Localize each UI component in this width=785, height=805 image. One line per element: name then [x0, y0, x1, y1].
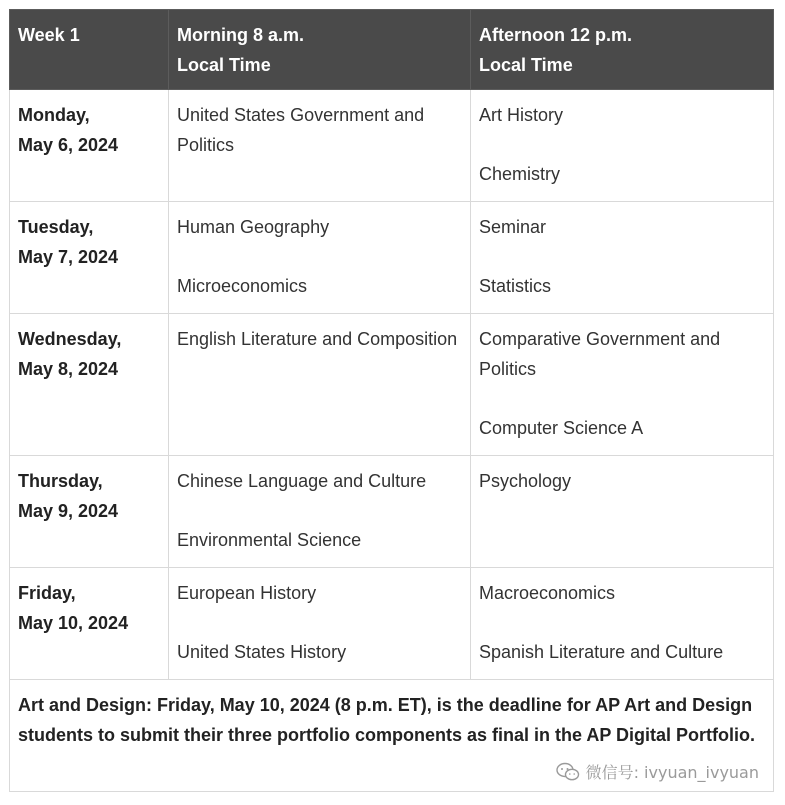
table-row	[10, 456, 774, 568]
art-design-note: Art and Design: Friday, May 10, 2024 (8 p.m. ET), is the deadline for AP Art and Design students to submit their three portfolio components as final in the AP Digital Portfolio.	[10, 680, 774, 792]
day-cell: Wednesday, May 8, 2024	[10, 314, 169, 456]
exam-name: United States History	[177, 642, 347, 662]
exam-name: Comparative Government and Politics	[479, 329, 721, 379]
afternoon-exams-cell	[471, 568, 774, 680]
exam-name: Psychology	[479, 471, 572, 491]
exam-name: United States Government and Politics	[177, 105, 425, 155]
exam-name: Macroeconomics	[479, 583, 616, 603]
day-cell: Friday, May 10, 2024	[10, 568, 169, 680]
exam-name: Computer Science A	[479, 418, 644, 438]
table-header	[10, 10, 774, 90]
morning-exams-cell	[169, 90, 471, 202]
exam-name: European History	[177, 583, 317, 603]
morning-exams-cell	[169, 314, 471, 456]
header-week: Week 1	[10, 10, 169, 90]
afternoon-exams-cell	[471, 90, 774, 202]
afternoon-exams-cell	[471, 202, 774, 314]
watermark-text: 微信号: ivyuan_ivyuan	[585, 763, 759, 782]
exam-name: Environmental Science	[177, 530, 362, 550]
morning-exams-cell	[169, 568, 471, 680]
exam-schedule-table	[9, 9, 774, 792]
day-cell: Thursday, May 9, 2024	[10, 456, 169, 568]
afternoon-exams-cell	[471, 314, 774, 456]
wechat-watermark	[556, 760, 759, 783]
day-cell: Tuesday, May 7, 2024	[10, 202, 169, 314]
exam-name: Human Geography	[177, 217, 330, 237]
table-row	[10, 568, 774, 680]
table-row	[10, 90, 774, 202]
table-row	[10, 202, 774, 314]
morning-exams-cell	[169, 456, 471, 568]
exam-name: Spanish Literature and Culture	[479, 642, 724, 662]
wechat-icon	[556, 762, 580, 782]
exam-name: Microeconomics	[177, 276, 308, 296]
exam-name: English Literature and Composition	[177, 329, 458, 349]
exam-name: Chinese Language and Culture	[177, 471, 427, 491]
header-row	[10, 10, 774, 90]
exam-name: Statistics	[479, 276, 552, 296]
header-morning: Morning 8 a.m. Local Time	[169, 10, 471, 90]
header-afternoon: Afternoon 12 p.m. Local Time	[471, 10, 774, 90]
exam-name: Art History	[479, 105, 564, 125]
day-cell: Monday, May 6, 2024	[10, 90, 169, 202]
exam-name: Seminar	[479, 217, 547, 237]
table-row	[10, 314, 774, 456]
morning-exams-cell	[169, 202, 471, 314]
afternoon-exams-cell	[471, 456, 774, 568]
exam-name: Chemistry	[479, 164, 561, 184]
